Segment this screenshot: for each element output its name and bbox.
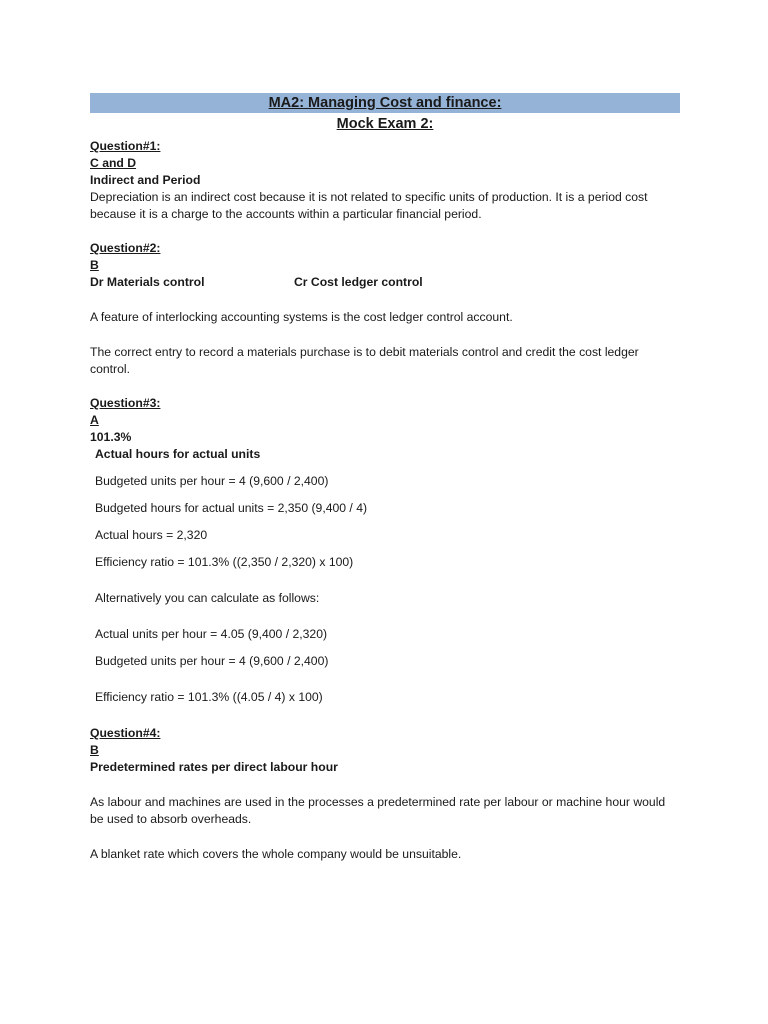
question-4-topic: Predetermined rates per direct labour hour (90, 760, 338, 774)
question-3 (90, 395, 680, 725)
calculation-line: Efficiency ratio = 101.3% ((2,350 / 2,320) x 100) (95, 555, 354, 569)
question-1 (90, 138, 680, 223)
question-3-answer: A (90, 413, 99, 427)
document-page (90, 93, 680, 863)
alternative-intro: Alternatively you can calculate as follows: (95, 591, 320, 605)
question-3-heading: Question#3: (90, 396, 161, 410)
question-1-heading: Question#1: (90, 139, 161, 153)
calculation-block (95, 446, 680, 725)
journal-entry (90, 274, 680, 291)
question-1-answer: C and D (90, 156, 137, 170)
credit-entry: Cr Cost ledger control (294, 275, 423, 289)
question-4 (90, 725, 680, 863)
question-2-heading: Question#2: (90, 241, 161, 255)
question-2-paragraph-2: The correct entry to record a materials purchase is to debit materials control and credit the cost ledger control. (90, 345, 639, 376)
question-2-paragraph-1: A feature of interlocking accounting systems is the cost ledger control account. (90, 310, 513, 324)
document-title: MA2: Managing Cost and finance: (90, 93, 680, 113)
question-4-heading: Question#4: (90, 726, 161, 740)
calculation-line: Budgeted units per hour = 4 (9,600 / 2,400) (95, 474, 329, 488)
calculation-line: Actual hours = 2,320 (95, 528, 208, 542)
document-subtitle: Mock Exam 2: (336, 116, 434, 132)
question-4-paragraph-2: A blanket rate which covers the whole company would be unsuitable. (90, 847, 462, 861)
question-1-explanation: Depreciation is an indirect cost because it is not related to specific units of production. It is a period cost because it is a charge to the accounts within a particular financial period. (90, 190, 648, 221)
question-4-answer: B (90, 743, 99, 757)
calculation-line: Budgeted hours for actual units = 2,350 (9,400 / 4) (95, 501, 368, 515)
debit-entry: Dr Materials control (90, 275, 205, 289)
alternative-line: Efficiency ratio = 101.3% ((4.05 / 4) x 100) (95, 690, 323, 704)
alternative-line: Actual units per hour = 4.05 (9,400 / 2,320) (95, 627, 328, 641)
calculation-heading: Actual hours for actual units (95, 447, 261, 461)
question-2 (90, 240, 680, 378)
alternative-line: Budgeted units per hour = 4 (9,600 / 2,400) (95, 654, 329, 668)
question-4-paragraph-1: As labour and machines are used in the processes a predetermined rate per labour or machine hour would be used to absorb overheads. (90, 795, 666, 826)
question-1-topic: Indirect and Period (90, 173, 201, 187)
question-3-result: 101.3% (90, 430, 132, 444)
question-2-answer: B (90, 258, 99, 272)
